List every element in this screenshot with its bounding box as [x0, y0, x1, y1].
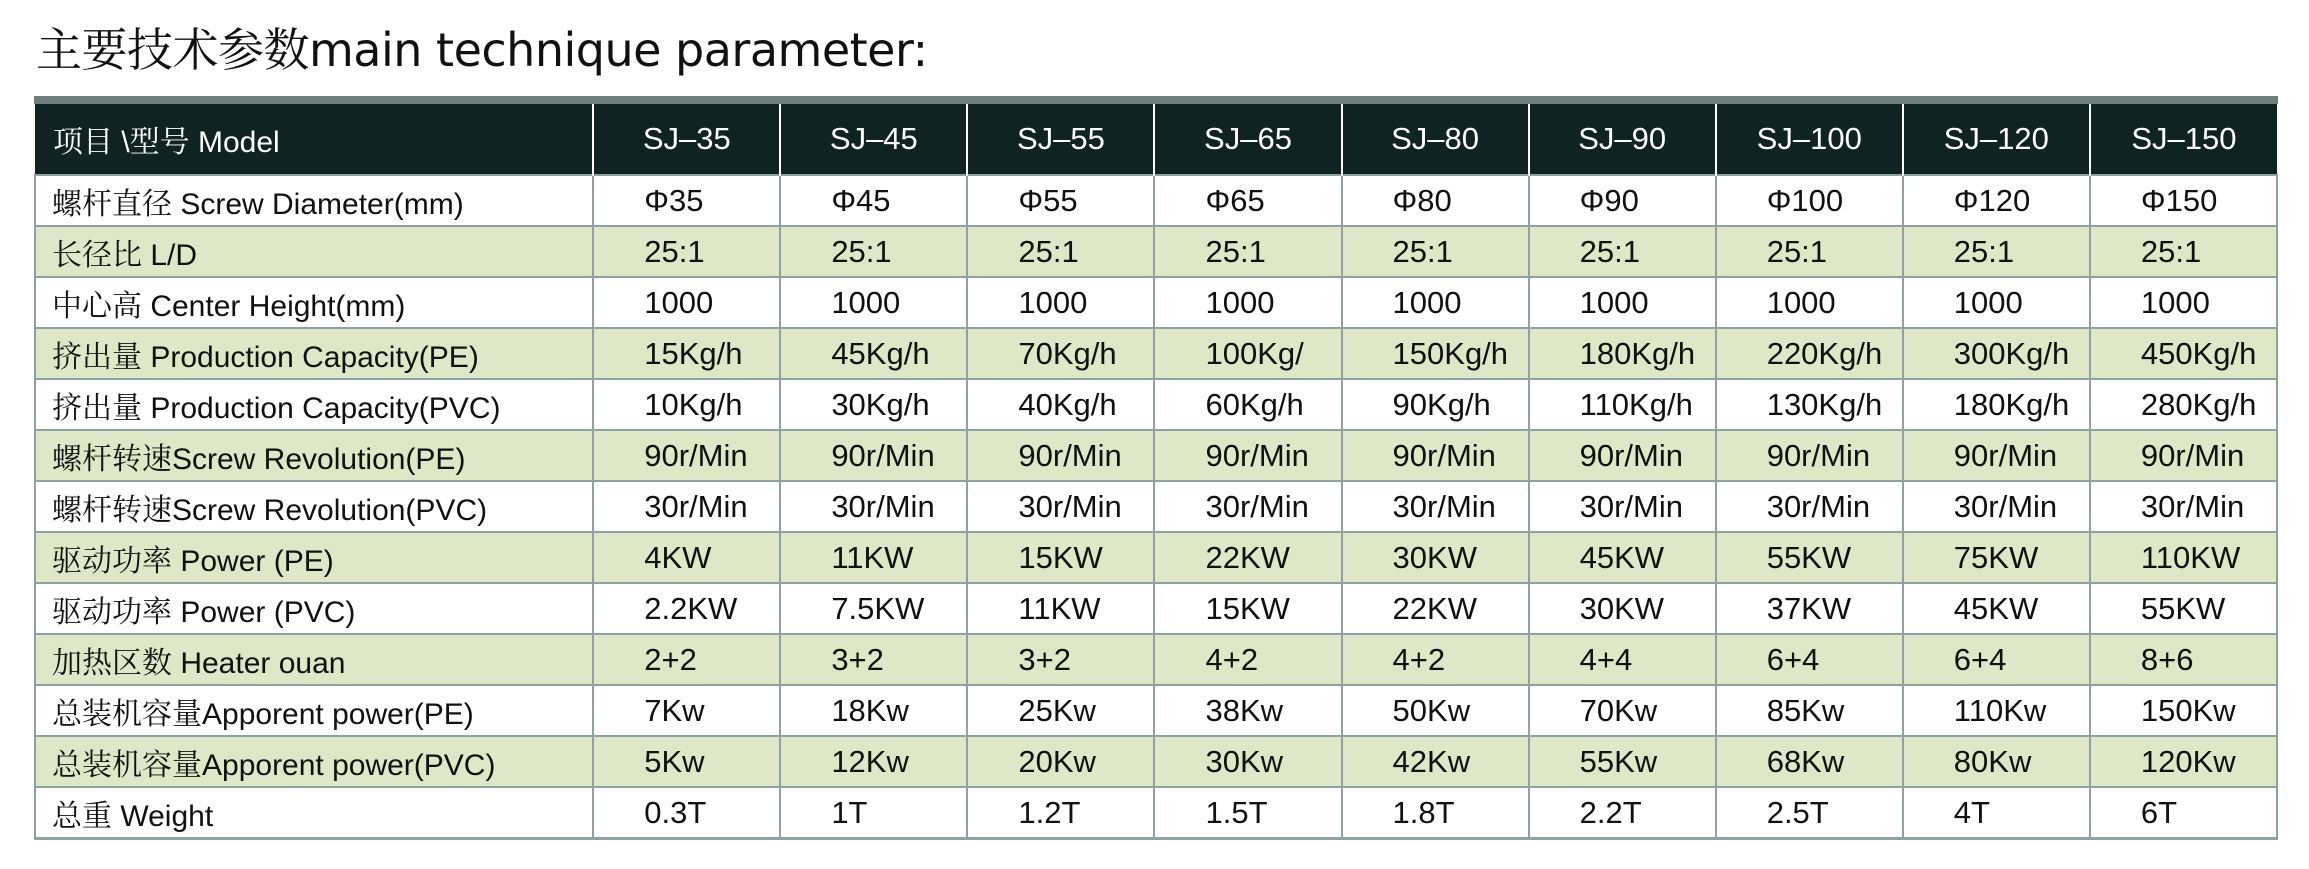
value-cell: 30r/Min: [1342, 481, 1529, 532]
value-cell: 38Kw: [1154, 685, 1341, 736]
value-cell: Φ80: [1342, 175, 1529, 226]
value-cell: 3+2: [780, 634, 967, 685]
value-cell: 30r/Min: [1529, 481, 1716, 532]
value-cell: 30r/Min: [1716, 481, 1903, 532]
value-cell: 1.2T: [967, 787, 1154, 839]
value-cell: 55KW: [1716, 532, 1903, 583]
value-cell: 0.3T: [593, 787, 780, 839]
value-cell: 7.5KW: [780, 583, 967, 634]
row-label-cell: 总重 Weight: [35, 787, 593, 839]
row-label-cell: 挤出量 Production Capacity(PE): [35, 328, 593, 379]
value-cell: 2.5T: [1716, 787, 1903, 839]
value-cell: 110KW: [2090, 532, 2277, 583]
row-label-cell: 螺杆转速Screw Revolution(PVC): [35, 481, 593, 532]
value-cell: 5Kw: [593, 736, 780, 787]
value-cell: 25:1: [1903, 226, 2090, 277]
value-cell: 90r/Min: [967, 430, 1154, 481]
row-label-cell: 螺杆转速Screw Revolution(PE): [35, 430, 593, 481]
value-cell: 25Kw: [967, 685, 1154, 736]
value-cell: 4+4: [1529, 634, 1716, 685]
value-cell: 90r/Min: [1342, 430, 1529, 481]
value-cell: 68Kw: [1716, 736, 1903, 787]
row-label-cell: 驱动功率 Power (PE): [35, 532, 593, 583]
table-row: [35, 481, 2277, 532]
value-cell: Φ45: [780, 175, 967, 226]
value-cell: 80Kw: [1903, 736, 2090, 787]
value-cell: 6+4: [1903, 634, 2090, 685]
value-cell: 150Kg/h: [1342, 328, 1529, 379]
value-cell: 180Kg/h: [1529, 328, 1716, 379]
value-cell: 10Kg/h: [593, 379, 780, 430]
table-row: [35, 787, 2277, 839]
value-cell: 450Kg/h: [2090, 328, 2277, 379]
table-header-row: [35, 104, 2277, 175]
row-label-cell: 总装机容量Apporent power(PE): [35, 685, 593, 736]
header-cell-model: SJ–90: [1529, 104, 1716, 175]
row-label-cell: 螺杆直径 Screw Diameter(mm): [35, 175, 593, 226]
value-cell: 70Kg/h: [967, 328, 1154, 379]
value-cell: 6T: [2090, 787, 2277, 839]
value-cell: 50Kw: [1342, 685, 1529, 736]
value-cell: 1000: [967, 277, 1154, 328]
value-cell: 90r/Min: [1716, 430, 1903, 481]
value-cell: 1000: [1154, 277, 1341, 328]
value-cell: 25:1: [1529, 226, 1716, 277]
value-cell: 220Kg/h: [1716, 328, 1903, 379]
value-cell: 1000: [1529, 277, 1716, 328]
parameter-table-container: [34, 96, 2278, 840]
value-cell: 90r/Min: [2090, 430, 2277, 481]
row-label-cell: 长径比 L/D: [35, 226, 593, 277]
value-cell: 280Kg/h: [2090, 379, 2277, 430]
value-cell: 30r/Min: [1903, 481, 2090, 532]
value-cell: 90r/Min: [1529, 430, 1716, 481]
value-cell: 4+2: [1154, 634, 1341, 685]
value-cell: 1.5T: [1154, 787, 1341, 839]
value-cell: 110Kw: [1903, 685, 2090, 736]
value-cell: 1000: [593, 277, 780, 328]
value-cell: 22KW: [1342, 583, 1529, 634]
value-cell: 180Kg/h: [1903, 379, 2090, 430]
row-label-cell: 挤出量 Production Capacity(PVC): [35, 379, 593, 430]
value-cell: 11KW: [780, 532, 967, 583]
header-cell-model: SJ–100: [1716, 104, 1903, 175]
value-cell: 30Kg/h: [780, 379, 967, 430]
value-cell: 70Kw: [1529, 685, 1716, 736]
table-row: [35, 685, 2277, 736]
table-row: [35, 736, 2277, 787]
value-cell: 4T: [1903, 787, 2090, 839]
value-cell: 150Kw: [2090, 685, 2277, 736]
value-cell: 30r/Min: [593, 481, 780, 532]
value-cell: 1000: [1342, 277, 1529, 328]
header-cell-label: 项目 \型号 Model: [35, 104, 593, 175]
table-row: [35, 328, 2277, 379]
value-cell: 25:1: [593, 226, 780, 277]
value-cell: 30r/Min: [1154, 481, 1341, 532]
header-cell-model: SJ–120: [1903, 104, 2090, 175]
value-cell: 42Kw: [1342, 736, 1529, 787]
value-cell: 25:1: [2090, 226, 2277, 277]
value-cell: 22KW: [1154, 532, 1341, 583]
value-cell: 3+2: [967, 634, 1154, 685]
value-cell: 90r/Min: [1154, 430, 1341, 481]
value-cell: 110Kg/h: [1529, 379, 1716, 430]
value-cell: 90r/Min: [1903, 430, 2090, 481]
value-cell: 90r/Min: [780, 430, 967, 481]
table-row: [35, 379, 2277, 430]
value-cell: 60Kg/h: [1154, 379, 1341, 430]
value-cell: 45KW: [1903, 583, 2090, 634]
value-cell: 15KW: [967, 532, 1154, 583]
row-label-cell: 中心高 Center Height(mm): [35, 277, 593, 328]
value-cell: 30r/Min: [780, 481, 967, 532]
row-label-cell: 总装机容量Apporent power(PVC): [35, 736, 593, 787]
row-label-cell: 加热区数 Heater ouan: [35, 634, 593, 685]
value-cell: 18Kw: [780, 685, 967, 736]
value-cell: 25:1: [1154, 226, 1341, 277]
value-cell: Φ120: [1903, 175, 2090, 226]
value-cell: 30r/Min: [2090, 481, 2277, 532]
value-cell: Φ90: [1529, 175, 1716, 226]
value-cell: 37KW: [1716, 583, 1903, 634]
value-cell: 1000: [780, 277, 967, 328]
value-cell: 25:1: [967, 226, 1154, 277]
table-row: [35, 277, 2277, 328]
value-cell: Φ55: [967, 175, 1154, 226]
value-cell: 120Kw: [2090, 736, 2277, 787]
value-cell: 45Kg/h: [780, 328, 967, 379]
value-cell: 55Kw: [1529, 736, 1716, 787]
value-cell: 1000: [1716, 277, 1903, 328]
value-cell: 30KW: [1529, 583, 1716, 634]
value-cell: 8+6: [2090, 634, 2277, 685]
value-cell: Φ100: [1716, 175, 1903, 226]
value-cell: 15Kg/h: [593, 328, 780, 379]
table-row: [35, 532, 2277, 583]
value-cell: 90r/Min: [593, 430, 780, 481]
parameter-table: [34, 104, 2278, 840]
table-row: [35, 634, 2277, 685]
value-cell: 30Kw: [1154, 736, 1341, 787]
page-title: 主要技术参数main technique parameter:: [36, 23, 928, 77]
row-label-cell: 驱动功率 Power (PVC): [35, 583, 593, 634]
value-cell: 15KW: [1154, 583, 1341, 634]
value-cell: 25:1: [780, 226, 967, 277]
value-cell: 11KW: [967, 583, 1154, 634]
value-cell: 25:1: [1716, 226, 1903, 277]
value-cell: 6+4: [1716, 634, 1903, 685]
value-cell: Φ150: [2090, 175, 2277, 226]
value-cell: 2+2: [593, 634, 780, 685]
value-cell: 300Kg/h: [1903, 328, 2090, 379]
value-cell: 1000: [2090, 277, 2277, 328]
header-cell-model: SJ–35: [593, 104, 780, 175]
table-row: [35, 175, 2277, 226]
header-cell-model: SJ–45: [780, 104, 967, 175]
header-cell-model: SJ–80: [1342, 104, 1529, 175]
value-cell: 85Kw: [1716, 685, 1903, 736]
value-cell: 25:1: [1342, 226, 1529, 277]
table-row: [35, 583, 2277, 634]
value-cell: 2.2T: [1529, 787, 1716, 839]
header-cell-model: SJ–65: [1154, 104, 1341, 175]
value-cell: 7Kw: [593, 685, 780, 736]
value-cell: 100Kg/: [1154, 328, 1341, 379]
value-cell: Φ65: [1154, 175, 1341, 226]
value-cell: 1T: [780, 787, 967, 839]
value-cell: Φ35: [593, 175, 780, 226]
value-cell: 4KW: [593, 532, 780, 583]
table-top-bar: [34, 96, 2278, 104]
value-cell: 1000: [1903, 277, 2090, 328]
header-cell-model: SJ–55: [967, 104, 1154, 175]
value-cell: 20Kw: [967, 736, 1154, 787]
value-cell: 40Kg/h: [967, 379, 1154, 430]
table-body: [35, 175, 2277, 839]
value-cell: 30KW: [1342, 532, 1529, 583]
value-cell: 30r/Min: [967, 481, 1154, 532]
header-cell-model: SJ–150: [2090, 104, 2277, 175]
value-cell: 1.8T: [1342, 787, 1529, 839]
value-cell: 90Kg/h: [1342, 379, 1529, 430]
table-row: [35, 226, 2277, 277]
value-cell: 12Kw: [780, 736, 967, 787]
value-cell: 130Kg/h: [1716, 379, 1903, 430]
value-cell: 2.2KW: [593, 583, 780, 634]
value-cell: 55KW: [2090, 583, 2277, 634]
value-cell: 75KW: [1903, 532, 2090, 583]
value-cell: 45KW: [1529, 532, 1716, 583]
value-cell: 4+2: [1342, 634, 1529, 685]
table-row: [35, 430, 2277, 481]
